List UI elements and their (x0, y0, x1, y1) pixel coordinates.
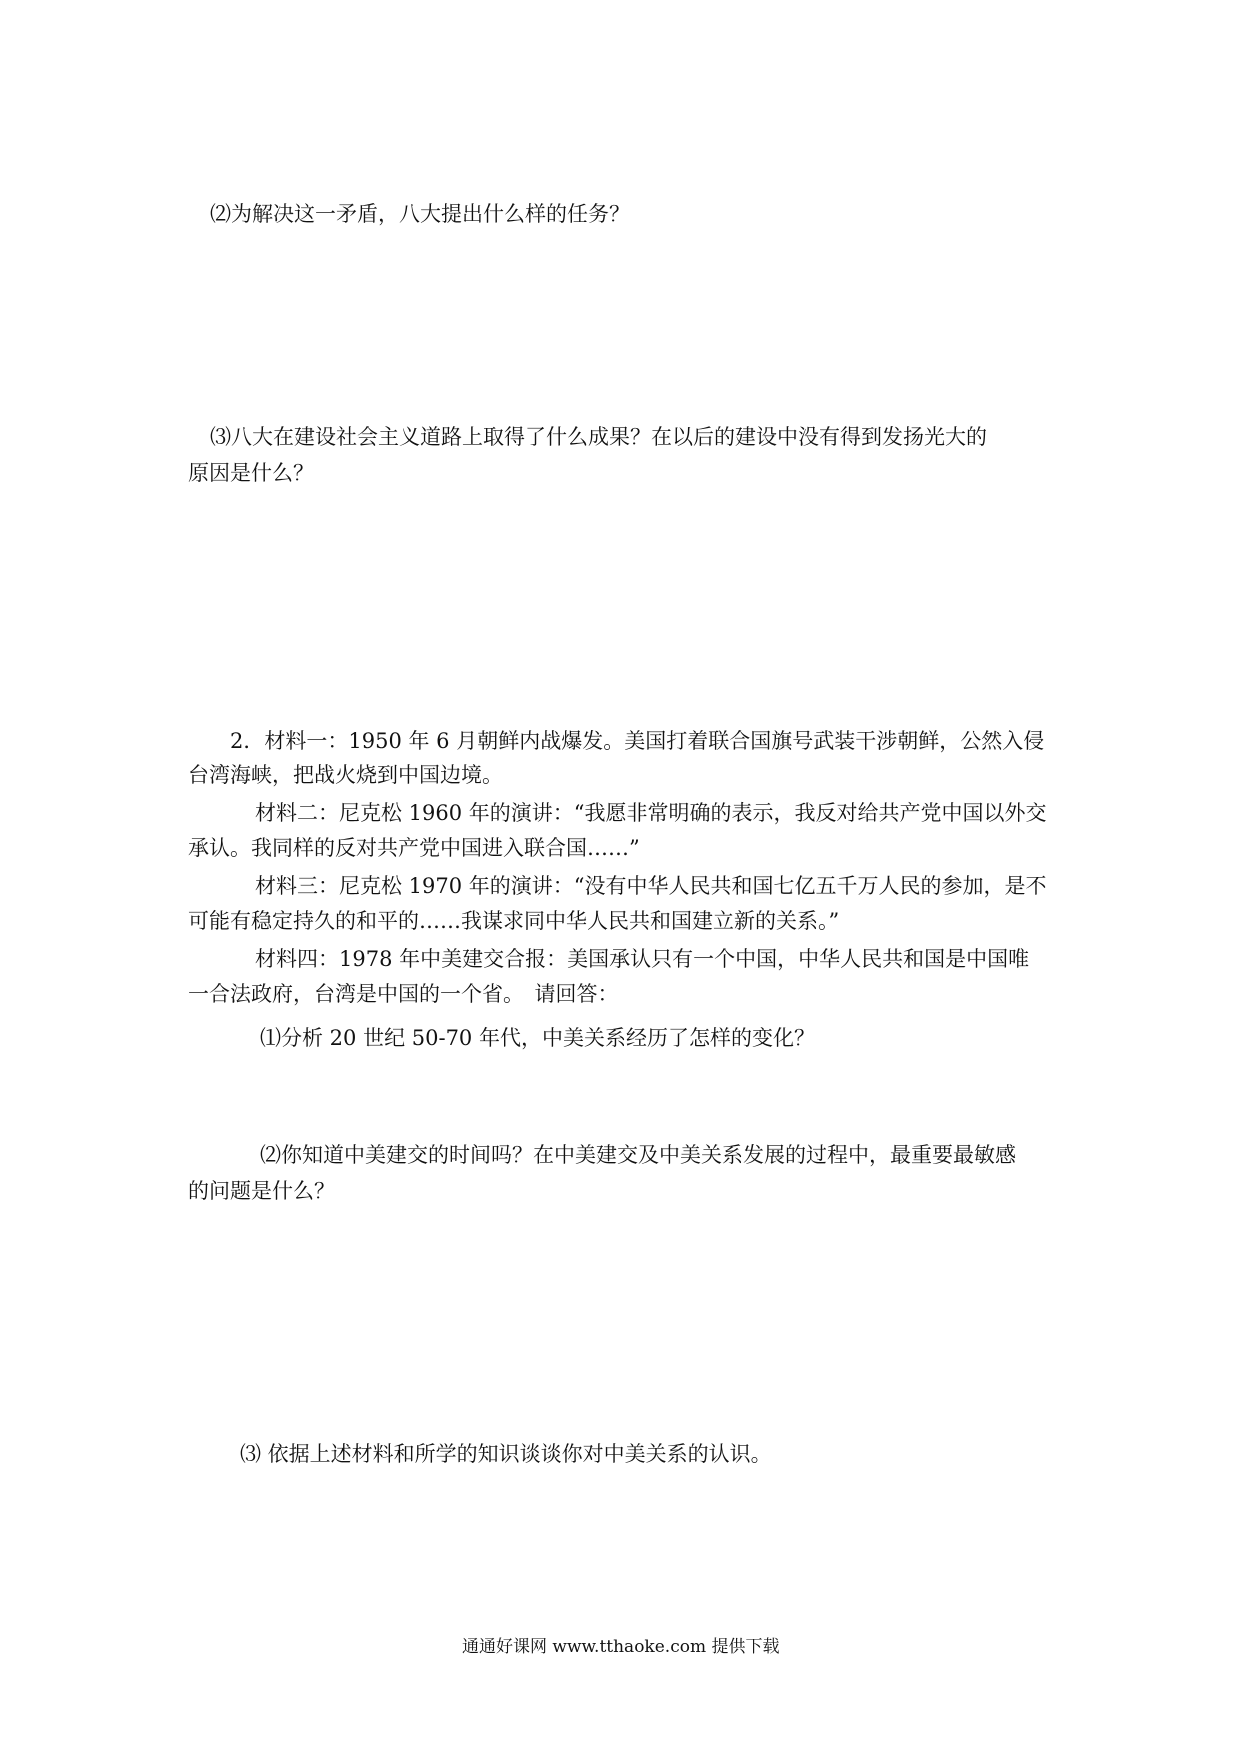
question-2-material-4-line-2: 一合法政府，台湾是中国的一个省。 请回答： (188, 982, 619, 1006)
question-2-material-3-line-2: 可能有稳定持久的和平的……我谋求同中华人民共和国建立新的关系。” (188, 909, 840, 933)
question-2-sub-1: ⑴分析 20 世纪 50-70 年代，中美关系经历了怎样的变化？ (260, 1026, 815, 1050)
question-2-material-2-line-2: 承认。我同样的反对共产党中国进入联合国……” (188, 836, 640, 860)
question-2-sub-2-line-1: ⑵你知道中美建交的时间吗？在中美建交及中美关系发展的过程中，最重要最敏感 (260, 1143, 1016, 1167)
question-2-sub-3: ⑶ 依据上述材料和所学的知识谈谈你对中美关系的认识。 (240, 1442, 772, 1466)
question-2-sub-2-line-2: 的问题是什么？ (188, 1179, 335, 1203)
question-2-material-3-line-1: 材料三：尼克松 1970 年的演讲：“没有中华人民共和国七亿五千万人民的参加，是不 (255, 874, 1047, 898)
question-1-sub-2: ⑵为解决这一矛盾，八大提出什么样的任务？ (210, 202, 630, 226)
question-2-material-2-line-1: 材料二：尼克松 1960 年的演讲：“我愿非常明确的表示，我反对给共产党中国以外交 (255, 801, 1047, 825)
question-2-material-1-line-2: 台湾海峡，把战火烧到中国边境。 (188, 763, 503, 787)
page-footer: 通通好课网 www.tthaoke.com 提供下载 (462, 1637, 780, 1657)
question-2-material-4-line-1: 材料四：1978 年中美建交合报：美国承认只有一个中国，中华人民共和国是中国唯 (255, 947, 1030, 971)
question-2-material-1-line-1: 2．材料一：1950 年 6 月朝鲜内战爆发。美国打着联合国旗号武装干涉朝鲜，公然入侵 (230, 729, 1045, 753)
question-1-sub-3-line-2: 原因是什么？ (188, 461, 314, 485)
question-1-sub-3-line-1: ⑶八大在建设社会主义道路上取得了什么成果？在以后的建设中没有得到发扬光大的 (210, 425, 987, 449)
